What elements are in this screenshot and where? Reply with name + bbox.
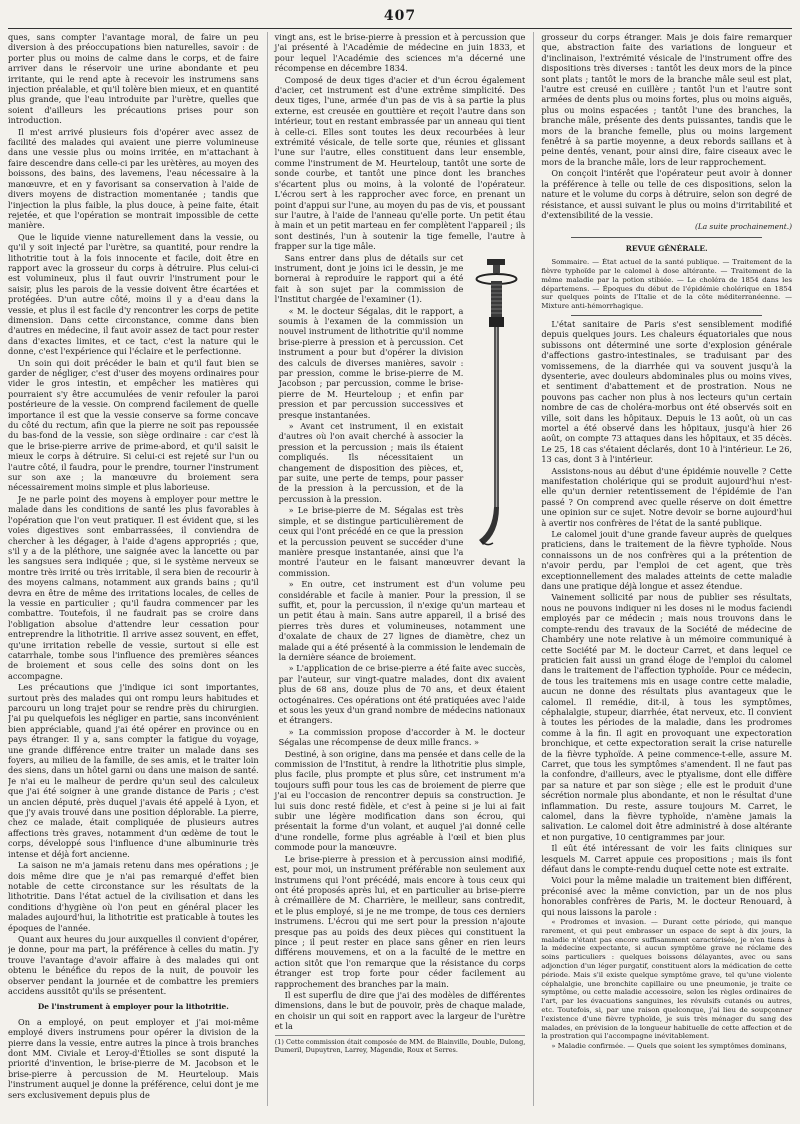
quote-paragraph: » La commission propose d'accorder à M. le docteur Ségalas une récompense de deux mille francs. » <box>278 726 526 748</box>
paragraph: Il est superflu de dire que j'ai des modèles de différentes dimensions, dans le but de pouvoir, près de chaque malade, en choisir un qui soit en rapport avec la largeur de l'urètre et la <box>274 989 526 1032</box>
quote-paragraph: » Maladie confirmée. — Quels que soient les symptômes dominans, <box>551 1042 787 1051</box>
paragraph: ques, sans compter l'avantage moral, de faire un peu diversion à des préoccupations bien naturelles, savoir : de porter plus ou moins de calme dans le corps, et de faire arriver dans le réservoir une urine abondante et peu irritante, qui le rend apte à recevoir les instrumens sans injection préalable, et qu'il tolère bien mieux, et en quantité plus grande, que l'eau introduite par l'urètre, quelles que soient d'ailleurs les précautions prises pour son introduction. <box>8 32 259 126</box>
to-be-continued: (La suite prochainement.) <box>694 222 793 232</box>
quote-paragraph: » Le brise-pierre de M. Ségalas est très simple, et se distingue particulièrement de ceux qui l'ont précédé en ce que la pression et la percussion peuvent se succéder d'une manière presque instantanée, ainsi que l'a montré l'auteur en le faisant manœuvrer devant la commission. <box>278 505 526 578</box>
header-rule <box>8 28 792 29</box>
paragraph: Sans entrer dans plus de détails sur cet instrument, dont je joins ici le dessin, je me bornerai à reproduire le rapport qui a été fait à son sujet par la commission de l'Institut chargée de l'examiner (1). <box>274 252 464 305</box>
quote-paragraph: » En outre, cet instrument est d'un volume peu considérable et facile à manier. Pour la pression, il se suffit, et, pour la percussion, il n'exige qu'un marteau et un petit étau à main. Sans autre appareil, il a brisé des pierres très dures et volumineuses, notamment une d'oxalate de chaux de 27 lignes de diamètre, chez un malade qui a été présenté à la commission le lendemain de la dernière séance de broiement. <box>278 579 526 662</box>
paragraph: Composé de deux tiges d'acier et d'un écrou également d'acier, cet instrument est d'une extrême simplicité. Des deux tiges, l'une, armée d'un pas de vis à sa partie la plus externe, est creusée en gouttière et reçoit l'autre dans son intérieur, tout en restant embrassée par un anneau qui tient à celle-ci. Elles sont toutes les deux recourbées à leur extrémité vésicale, de telle sorte que, réunies et glissant l'une sur l'autre, elles constituent dans leur ensemble, comme l'instrument de M. Heurteloup, tantôt une sorte de sonde courbe, et tantôt une pince dont les branches s'écartent plus ou moins, à la volonté de l'opérateur. L'écrou sert à les rapprocher avec force, en prenant un point d'appui sur l'une, au moyen du pas de vis, et poussant sur l'autre, à l'aide de l'anneau qu'elle porte. Un petit étau à main et un petit marteau en fer complètent l'appareil ; ils sont destinés, l'un à soutenir la tige femelle, l'autre à frapper sur la tige mâle. <box>274 74 526 252</box>
column-2 <box>267 32 526 1106</box>
quote-paragraph: » Avant cet instrument, il en existait d'autres où l'on avait cherché à associer la pression et la percussion ; mais ils étaient compliqués. Ils nécessitaient un changement de disposition des pièces, et, par suite, une perte de temps, pour passer de la pression à la percussion, et de la percussion à la pression. <box>278 421 464 504</box>
paragraph: On conçoit l'intérêt que l'opérateur peut avoir à donner la préférence à telle ou telle de ces dispositions, selon la nature et le volume du corps à détruire, selon son degré de résistance, et aussi suivant le plus ou moins d'irritabilité et d'extensibilité de la vessie. <box>541 168 793 220</box>
paragraph: Voici pour la même maladie un traitement bien différent, préconisé avec la même conviction, par un de nos plus honorables confrères de Paris, M. le docteur Renouard, à qui nous laissons la parole : <box>541 875 793 917</box>
paragraph: On a employé, on peut employer et j'ai moi-même employé divers instrumens pour opérer la division de la pierre dans la vessie, entre autres la pince à trois branches dont MM. Civiale et Leroy-d'Étiolles se sont disputé la priorité d'invention, le brise-pierre de M. Jacobson et le brise-pierre à percussion de M. Heurteloup. Mais l'instrument auquel je donne la préférence, celui dont je me sers exclusivement depuis plus de <box>8 1016 259 1100</box>
paragraph: Il m'est arrivé plusieurs fois d'opérer avec assez de facilité des malades qui avaient une pierre volumineuse dans une vessie plus ou moins irritée, en m'attachant à faire descendre dans celle-ci par les urètères, au moyen des boissons, des bains, des lavemens, l'eau nécessaire à la manœuvre, et en y favorisant sa conservation à l'aide de divers moyens de distraction momentanée ; tandis que l'injection la plus faible, la plus douce, à peine faite, était rejetée, et que l'opération se montrait impossible de cette manière. <box>8 126 259 231</box>
columns <box>8 32 792 1106</box>
paragraph: La saison ne m'a jamais retenu dans mes opérations ; je dois même dire que je n'ai pas remarqué d'effet bien notable de cette circonstance sur les résultats de la lithotritie. Dans l'état actuel de la civilisation et dans les conditions d'hygiène où l'on peut en général placer les malades aujourd'hui, la lithotritie est praticable à toutes les époques de l'année. <box>8 860 259 933</box>
section-divider <box>571 237 762 238</box>
paragraph: vingt ans, est le brise-pierre à pression et à percussion que j'ai présenté à l'Académie de médecine en juin 1833, et pour lequel l'Académie des sciences m'a décerné une récompense en décembre 1834. <box>274 32 526 74</box>
paragraph: Quant aux heures du jour auxquelles il convient d'opérer, je donne, pour ma part, la préférence à celles du matin. J'y trouve l'avantage d'avoir affaire à des malades qui ont obtenu le bénéfice du repos de la nuit, de pouvoir les observer pendant la journée et de combattre les premiers accidens aussitôt qu'ils se présentent. <box>8 933 259 996</box>
paragraph: Que le liquide vienne naturellement dans la vessie, ou qu'il y soit injecté par l'urètre, sa quantité, pour rendre la lithotritie tout à la fois innocente et facile, doit être en rapport avec la grosseur du corps à détruire. Plus celui-ci est volumineux, plus il faut ouvrir l'instrument pour le saisir, plus les parois de la vessie doivent être écartées et protégées. D'un autre côté, moins il y a d'eau dans la vessie, et plus il est facile d'y rencontrer les corps de petite dimension. Dans cette circonstance, comme dans bien d'autres en médecine, il faut avoir assez de tact pour rester dans d'exactes limites, et ce tact, c'est la nature qui le donne, c'est l'expérience qui l'éclaire et le perfectionne. <box>8 231 259 357</box>
quote-paragraph: « M. le docteur Ségalas, dit le rapport, a soumis à l'examen de la commission un nouvel instrument de lithotritie qu'il nomme brise-pierre à pression et à percussion. Cet instrument a pour but d'opérer la division des calculs de diverses manières, savoir : par pression, comme le brise-pierre de M. Jacobson ; par percussion, comme le brise-pierre de M. Heurteloup ; et enfin par pression et par percussion successives et presque instantanées. <box>278 305 464 420</box>
section-heading: De l'instrument à employer pour la lithotritie. <box>37 1002 229 1012</box>
paragraph: Un soin qui doit précéder le bain et qu'il faut bien se garder de négliger, c'est d'user des moyens ordinaires pour vider le gros intestin, et empêcher les matières qui pourraient s'y être accumulées de venir refouler la paroi postérieure de la vessie. On comprend facilement de quelle importance il est que la vessie conserve sa forme concave du côté du rectum, afin que la pierre ne soit pas repoussée du bas-fond de la vessie, son siège ordinaire : car c'est là que le brise-pierre arrive de prime-abord, et qu'il saisit le mieux le corps à détruire. Si celui-ci est rejeté sur l'un ou l'autre côté, il faudra, pour le prendre, tourner l'instrument sur son axe ; la manœuvre du broiement sera nécessairement moins simple et plus laborieuse. <box>8 357 259 493</box>
paragraph: Je ne parle point des moyens à employer pour mettre le malade dans les conditions de santé les plus favorables à l'opération que l'on veut pratiquer. Il est évident que, si les voies digestives sont embarrassées, il conviendra de chercher à les dégager, à l'aide d'agens appropriés ; que, s'il y a de la pléthore, une saignée avec la lancette ou par les sangsues sera indiquée ; que, si le système nerveux se montre très irrité ou très irritable, il sera bien de recourir à des moyens calmans, notamment aux grands bains ; qu'il devra en être de même des irritations locales, de celles de la vessie en particulier ; qu'il faudra commencer par les combattre. Toutefois, il ne faudrait pas se croire dans l'obligation absolue d'attendre leur cessation pour entreprendre la lithotritie. Il arrive assez souvent, en effet, qu'une irritation rebelle de vessie, surtout si elle est catarrhale, tombe sous l'influence des premières séances de broiement et sous celle des soins dont on les accompagne. <box>8 493 259 681</box>
paragraph: Le brise-pierre à pression et à percussion ainsi modifié, est, pour moi, un instrument préférable non seulement aux instrumens qui l'ont précédé, mais encore à tous ceux qui ont été proposés après lui, et en particulier au brise-pierre à crémaillère de M. Charrière, le meilleur, sans contredit, et le plus employé, si je ne me trompe, de tous ces derniers instrumens. L'écrou qui me sert pour la pression n'ajoute presque pas au poids des deux pièces qui constituent la pince ; il peut rester en place sans gêner en rien leurs différens mouvemens, et on a la faculté de le mettre en action sitôt que l'on remarque que la résistance du corps étranger est trop forte pour céder facilement au rapprochement des branches par la main. <box>274 853 526 989</box>
newspaper-page <box>8 6 792 1106</box>
lithotrite-illustration <box>469 255 525 555</box>
section-heading: REVUE GÉNÉRALE. <box>625 243 708 253</box>
brise-pierre-drawing <box>469 255 525 555</box>
paragraph: Le calomel jouit d'une grande faveur auprès de quelques praticiens, dans le traitement de la fièvre typhoïde. Nous connaissons un de nos confrères qui a la prétention de n'avoir perdu, par l'emploi de cet agent, que très exceptionnellement des malades atteints de cette maladie dans une pratique déjà longue et assez étendue. <box>541 529 793 592</box>
paragraph: Assistons-nous au début d'une épidémie nouvelle ? Cette manifestation cholérique qui se produit aujourd'hui n'est-elle qu'un dernier retentissement de l'épidémie de l'an passé ? On comprend avec quelle réserve on doit émettre une opinion sur ce sujet. Notre devoir se borne aujourd'hui à avertir nos confrères de l'état de la santé publique. <box>541 465 793 528</box>
column-1 <box>8 32 259 1106</box>
paragraph: Il eût été intéressant de voir les faits cliniques sur lesquels M. Carret appuie ces propositions ; mais ils font défaut dans le compte-rendu duquel cette note est extraite. <box>541 843 793 875</box>
section-divider <box>571 315 762 316</box>
page-number: 407 <box>383 8 417 24</box>
paragraph: L'état sanitaire de Paris s'est sensiblement modifié depuis quelques jours. Les chaleurs équatoriales que nous subissons ont déterminé une sorte d'explosion générale d'affections gastro-intestinales, se traduisant par des vomissemens, de la diarrhée qui va souvent jusqu'à la dysenterie, avec douleurs abdominales plus ou moins vives, et sentiment d'abattement et de prostration. Nous ne pouvons pas cacher non plus à nos lecteurs qu'un certain nombre de cas de choléra-morbus ont été observés soit en ville, soit dans les hôpitaux. Depuis le 13 août, où un cas mortel a été observé dans les hôpitaux, jusqu'à hier 26 août, on compte 73 attaques dans les hôpitaux, et 35 décès. Le 25, 18 cas s'étaient déclarés, dont 10 à l'intérieur. Le 26, 13 cas, dont 3 à l'intérieur. <box>541 318 793 465</box>
column-3 <box>533 32 792 1106</box>
quote-paragraph: « Prodromes et invasion. — Durant cette période, qui manque rarement, et qui peut embrasser un espace de sept à dix jours, la maladie n'étant pas encore suffisamment caractérisée, je n'en tiens à la médecine expectante, si aucun symptôme grave ne réclame des soins particuliers : quelques boissons délayantes, avec ou sans adjonction d'un léger purgatif, constituent alors la médication de cette période. Mais s'il existe quelque symptôme grave, tel qu'une violente céphalalgie, une bronchite capillaire ou une pneumonie, je traite ce symptôme, ou cette maladie accessoire, selon les règles ordinaires de l'art, par les évacuations sanguines, les révulsifs cutanés ou autres, etc. Toutefois, si, par une raison quelconque, j'ai lieu de soupçonner l'existence d'une fièvre typhoïde, je suis très ménager du sang des malades, en prévision de la longueur habituelle de cette affection et de la prostration qui l'accompagne inévitablement. <box>541 918 793 1041</box>
paragraph: Destiné, à son origine, dans ma pensée et dans celle de la commission de l'Institut, à rendre la lithotritie plus simple, plus facile, plus prompte et plus sûre, cet instrument m'a toujours suffi pour tous les cas de broiement de pierre que j'ai eu l'occasion de rencontrer depuis sa construction. Je lui suis donc resté fidèle, et c'est à peine si je lui ai fait subir une légère modification dans son écrou, qui présentait la forme d'un volant, et auquel j'ai donné celle d'une rondelle, forme plus agréable à l'œil et bien plus commode pour la manœuvre. <box>274 748 526 853</box>
paragraph: Les précautions que j'indique ici sont importantes, surtout près des malades qui ont rompu leurs habitudes et parcouru un long trajet pour se rendre près du chirurgien. J'ai pu quelquefois les négliger en partie, sans inconvénient bien appréciable, quand j'ai été opérer en province ou en pays étranger. Il y a, sans compter la fatigue du voyage, une grande différence entre traiter un malade dans ses foyers, au milieu de la famille, de ses amis, et le traiter loin des siens, dans un hôtel garni ou dans une maison de santé. Je n'ai eu le malheur de perdre qu'un seul des calculeux que j'ai été soigner à une grande distance de Paris ; c'est un ancien député, près duquel j'avais été appelé à Lyon, et que j'y avais trouvé dans une position déplorable. La pierre, chez ce malade, était compliquée de plusieurs autres affections très graves, notamment d'un œdème de tout le corps, développé sous l'influence d'une albuminurie très intense et déjà fort ancienne. <box>8 682 259 859</box>
paragraph: grosseur du corps étranger. Mais je dois faire remarquer que, abstraction faite des variations de longueur et d'inclinaison, l'extrémité vésicale de l'instrument offre des dispositions très diverses : tantôt les deux mors de la pince sont plats ; tantôt le mors de la branche mâle seul est plat, l'autre est creusé en cuillère ; tantôt l'un et l'autre sont armées de dents plus ou moins fortes, plus ou moins aiguës, plus ou moins espacées ; tantôt l'une des branches, la branche mâle, présente des dents puissantes, tandis que le mors de la branche femelle, plus ou moins largement fenêtré à sa partie moyenne, a deux rebords saillans et à peine dentés, venant, pour ainsi dire, faire ciseaux avec le mors de la branche mâle, lors de leur rapprochement. <box>541 32 793 167</box>
summary: Sommaire. — État actuel de la santé publique. — Traitement de la fièvre typhoïde par le calomel à dose altérante. — Traitement de la même maladie par la potion stibiée. — Le choléra de 1854 dans les départemens. — Époques du début de l'épidémie cholérique en 1854 sur quelques points de l'Italie et de la côte méditerranéenne. — Mixture anti-hémorrhagique. <box>541 258 793 311</box>
paragraph: Vainement sollicité par nous de publier ses résultats, nous ne pouvons indiquer ni les doses ni le modus faciendi employés par ce médecin ; mais nous trouvons dans le compte-rendu des travaux de la Société de médecine de Chambéry une note relative à un mémoire communiqué à cette Société par M. le docteur Carret, et dans lequel ce praticien fait aussi un grand éloge de l'emploi du calomel dans le traitement de l'affection typhoïde. Pour ce médecin, de tous les traitemens mis en usage contre cette maladie, aucun ne donne des résultats plus avantageux que le calomel. Il remédie, dit-il, à tous les symptômes, céphalalgie, stupeur, diarrhée, état nerveux, etc. Il convient à toutes les périodes de la maladie, dans les prodromes comme à la fin. Il agit en provoquant une expectoration bronchique, et cette expectoration serait la crise naturelle de la fièvre typhoïde. A peine commence-t-elle, assure M. Carret, que tous les symptômes s'amendent. Il ne faut pas la confondre, d'ailleurs, avec le ptyalisme, dont elle diffère par sa nature et par son siège ; elle est le produit d'une sécrétion normale plus abondante, et non le résultat d'une inflammation. Du reste, assure toujours M. Carret, le calomel, dans la fièvre typhoïde, n'amène jamais la salivation. Le calomel doit être administré à dose altérante et non purgative, 10 centigrammes par jour. <box>541 592 793 842</box>
quote-paragraph: » L'application de ce brise-pierre a été faite avec succès, par l'auteur, sur vingt-quatre malades, dont dix avaient plus de 68 ans, douze plus de 70 ans, et deux étaient octogénaires. Ces opérations ont été pratiquées avec l'aide et sous les yeux d'un grand nombre de médecins nationaux et étrangers. <box>278 663 526 726</box>
footnote: (1) Cette commission était composée de MM. de Blainville, Double, Dulong, Dumeril, Dupuytren, Larrey, Magendie, Roux et Serres. <box>275 1035 526 1054</box>
